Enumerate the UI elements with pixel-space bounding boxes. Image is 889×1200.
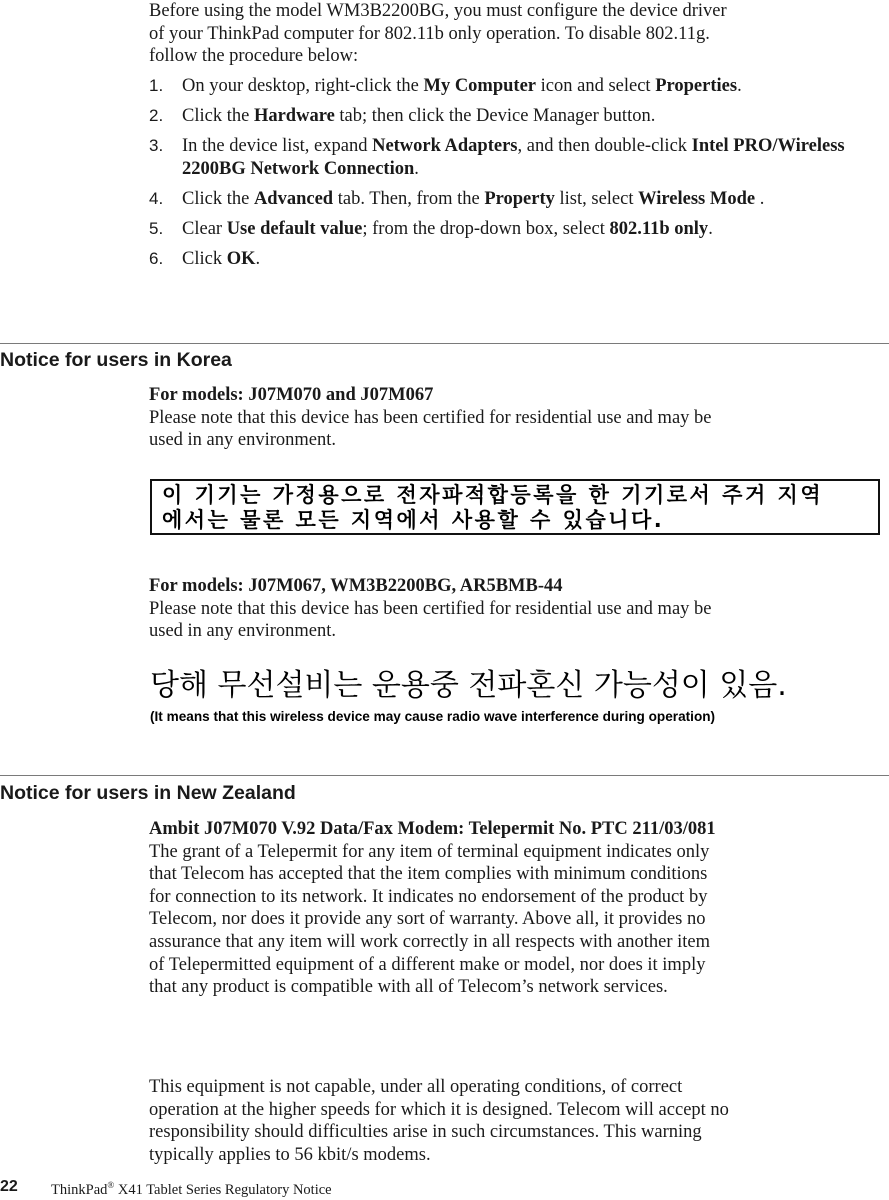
section-divider — [0, 775, 889, 776]
korea-models-1: For models: J07M070 and J07M067 — [149, 385, 434, 405]
step-emphasis: Network Adapters — [372, 136, 518, 157]
nz-para-line: This equipment is not capable, under all operating conditions, of correct — [149, 1077, 683, 1097]
nz-notice — [149, 818, 884, 999]
step-emphasis: Intel PRO/Wireless 2200BG Network Connection — [182, 136, 845, 179]
step-number: 5. — [149, 218, 164, 238]
section-divider — [0, 343, 889, 344]
nz-para-line: operation at the higher speeds for which it is designed. Telecom will accept no — [149, 1099, 729, 1120]
nz-para-line: Telecom, nor does it provide any sort of warranty. Above all, it provides no — [149, 909, 706, 930]
korea-translation: (It means that this wireless device may cause radio wave interference during operation) — [150, 709, 716, 724]
korea-box-line: 이 기기는 가정용으로 전자파적합등록을 한 기기로서 주거 지역 — [162, 483, 824, 507]
procedure-steps — [149, 75, 884, 271]
step-emphasis: Advanced — [253, 188, 334, 209]
step-text: On your desktop, right-click the My Computer icon and select Properties. — [182, 76, 742, 96]
page-number: 22 — [0, 1178, 18, 1195]
korea-models-2: For models: J07M067, WM3B2200BG, AR5BMB-44 — [149, 576, 563, 596]
step-number: 3. — [149, 136, 164, 156]
korea-note-line: Please note that this device has been certified for residential use and may be — [149, 407, 712, 428]
step-emphasis: Use default value — [226, 218, 363, 239]
step-item — [149, 105, 884, 128]
nz-para-line: responsibility should difficulties arise in such circumstances. This warning — [149, 1122, 702, 1143]
intro-line: Before using the model WM3B2200BG, you must configure the device driver — [149, 1, 727, 21]
korea-box-line: 에서는 물론 모든 지역에서 사용할 수 있습니다. — [162, 508, 665, 532]
korea-heading: Notice for users in Korea — [0, 349, 232, 371]
footer-title-brand: ThinkPad — [51, 1181, 108, 1198]
step-number: 4. — [149, 188, 164, 208]
nz-para-line: The grant of a Telepermit for any item of terminal equipment indicates only — [149, 841, 710, 862]
nz-subhead: Ambit J07M070 V.92 Data/Fax Modem: Telepermit No. PTC 211/03/081 — [149, 819, 716, 839]
step-text: In the device list, expand Network Adapters, and then double-click Intel PRO/Wireless 2200BG Network Connection. — [182, 136, 845, 179]
step-text: Click OK. — [182, 249, 261, 270]
nz-para-line: that Telecom has accepted that the item complies with minimum conditions — [149, 864, 708, 885]
korea-note-line: used in any environment. — [149, 621, 337, 642]
step-text: Click the Hardware tab; then click the Device Manager button. — [182, 106, 656, 127]
step-item — [149, 75, 884, 98]
footer-title-rest: X41 Tablet Series Regulatory Notice — [114, 1181, 332, 1198]
step-emphasis: Property — [484, 188, 555, 209]
step-number: 2. — [149, 106, 164, 126]
step-emphasis: My Computer — [423, 76, 537, 96]
step-emphasis: Hardware — [253, 106, 335, 127]
intro-paragraph — [149, 0, 884, 68]
registered-mark: ® — [107, 1180, 115, 1190]
step-item — [149, 135, 884, 180]
korea-notice-box — [150, 479, 880, 535]
korea-interference-notice: 당해 무선설비는 운용중 전파혼신 가능성이 있음. — [150, 668, 787, 703]
step-text: Click the Advanced tab. Then, from the Property list, select Wireless Mode . — [182, 188, 765, 209]
korea-note-line: used in any environment. — [149, 430, 337, 451]
step-number: 6. — [149, 249, 164, 269]
footer-title — [51, 1180, 332, 1199]
step-emphasis: OK — [226, 249, 256, 270]
nz-para-line: of Telepermitted equipment of a different make or model, nor does it imply — [149, 954, 706, 975]
step-item — [149, 188, 884, 211]
step-emphasis: Wireless Mode — [638, 188, 756, 209]
intro-line: follow the procedure below: — [149, 46, 359, 67]
korea-notice-2 — [149, 575, 884, 643]
step-text: Clear Use default value; from the drop-down box, select 802.11b only. — [182, 218, 713, 239]
intro-line: of your ThinkPad computer for 802.11b only operation. To disable 802.11g. — [149, 23, 710, 44]
nz-para-line: typically applies to 56 kbit/s modems. — [149, 1144, 431, 1165]
step-emphasis: 802.11b only — [609, 218, 709, 239]
korea-notice-1 — [149, 384, 884, 452]
nz-para-line: that any product is compatible with all of Telecom’s network services. — [149, 977, 668, 998]
step-emphasis: Properties — [655, 76, 738, 96]
korea-note-line: Please note that this device has been certified for residential use and may be — [149, 598, 712, 619]
nz-para-line: for connection to its network. It indicates no endorsement of the product by — [149, 886, 708, 907]
nz-notice-2 — [149, 1076, 889, 1166]
nz-para-line: assurance that any item will work correctly in all respects with another item — [149, 931, 710, 952]
step-item — [149, 218, 884, 241]
step-item — [149, 248, 884, 271]
step-number: 1. — [149, 76, 164, 95]
nz-heading: Notice for users in New Zealand — [0, 782, 296, 804]
